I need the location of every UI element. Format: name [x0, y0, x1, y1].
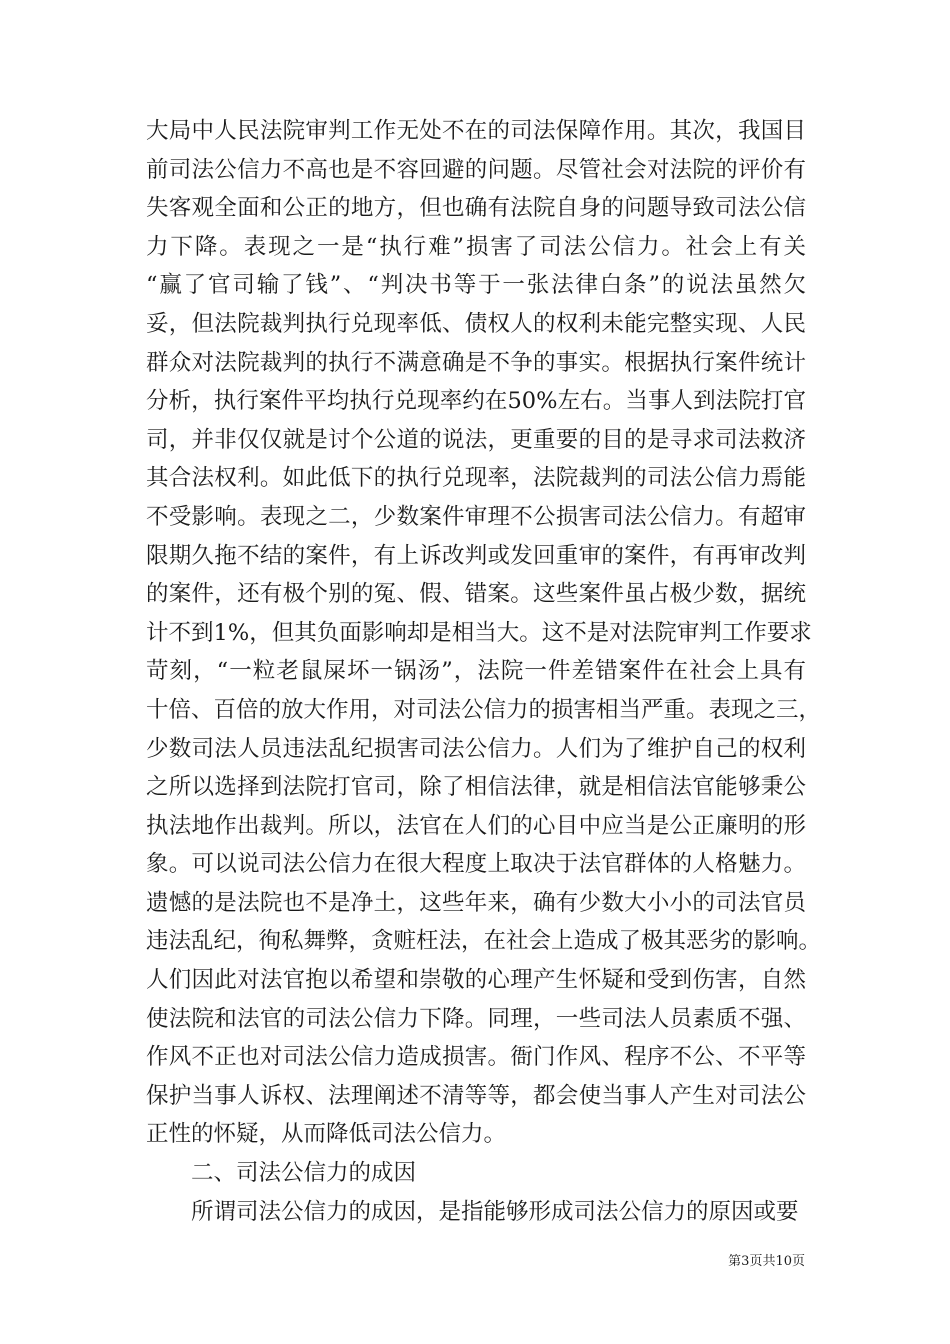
section-heading: 二、司法公信力的成因 — [191, 1160, 417, 1187]
text-line: 违法乱纪，徇私舞弊，贪赃枉法，在社会上造成了极其恶劣的影响。 — [146, 928, 822, 955]
text-line: 执法地作出裁判。所以，法官在人们的心目中应当是公正廉明的形 — [146, 812, 806, 839]
document-body — [146, 112, 822, 1231]
text-line: 使法院和法官的司法公信力下降。同理，一些司法人员素质不强、 — [146, 1005, 806, 1032]
text-line: 保护当事人诉权、法理阐述不清等等，都会使当事人产生对司法公 — [146, 1082, 806, 1109]
text-line: 正性的怀疑，从而降低司法公信力。 — [146, 1121, 507, 1148]
text-line: 人们因此对法官抱以希望和崇敬的心理产生怀疑和受到伤害，自然 — [146, 967, 806, 994]
text-line: 限期久拖不结的案件，有上诉改判或发回重审的案件，有再审改判 — [146, 542, 806, 569]
text-line: 十倍、百倍的放大作用，对司法公信力的损害相当严重。表现之三， — [146, 696, 822, 723]
text-line: 前司法公信力不高也是不容回避的问题。尽管社会对法院的评价有 — [146, 156, 806, 183]
text-line: 群众对法院裁判的执行不满意确是不争的事实。根据执行案件统计 — [146, 349, 806, 376]
text-line: 苛刻，“一粒老鼠屎坏一锅汤”，法院一件差错案件在社会上具有 — [146, 658, 806, 685]
page-indicator: 第3页共10页 — [728, 1254, 805, 1269]
text-line: 不受影响。表现之二，少数案件审理不公损害司法公信力。有超审 — [146, 503, 806, 530]
body-paragraph — [146, 1193, 806, 1232]
text-line: 大局中人民法院审判工作无处不在的司法保障作用。其次，我国目 — [146, 118, 806, 144]
text-line: 力下降。表现之一是“执行难”损害了司法公信力。社会上有关 — [146, 233, 806, 260]
text-line: 遗憾的是法院也不是净土，这些年来，确有少数大小小的司法官员 — [146, 889, 806, 916]
text-line: 象。可以说司法公信力在很大程度上取决于法官群体的人格魅力。 — [146, 851, 806, 878]
text-line: 所谓司法公信力的成因，是指能够形成司法公信力的原因或要 — [191, 1198, 799, 1225]
text-line: “赢了官司输了钱”、“判决书等于一张法律白条”的说法虽然欠 — [146, 272, 806, 299]
text-line: 计不到1%，但其负面影响却是相当大。这不是对法院审判工作要求 — [146, 619, 812, 646]
text-line: 司，并非仅仅就是讨个公道的说法，更重要的目的是寻求司法救济 — [146, 426, 806, 453]
body-paragraph — [146, 112, 822, 1154]
text-line: 其合法权利。如此低下的执行兑现率，法院裁判的司法公信力焉能 — [146, 465, 806, 492]
text-line: 妥，但法院裁判执行兑现率低、债权人的权利未能完整实现、人民 — [146, 310, 806, 337]
text-line: 少数司法人员违法乱纪损害司法公信力。人们为了维护自己的权利 — [146, 735, 806, 762]
text-line: 之所以选择到法院打官司，除了相信法律，就是相信法官能够秉公 — [146, 774, 806, 801]
text-line: 失客观全面和公正的地方，但也确有法院自身的问题导致司法公信 — [146, 195, 806, 222]
text-line: 作风不正也对司法公信力造成损害。衙门作风、程序不公、不平等 — [146, 1044, 806, 1071]
text-line: 的案件，还有极个别的冤、假、错案。这些案件虽占极少数，据统 — [146, 581, 806, 608]
text-line: 分析，执行案件平均执行兑现率约在50%左右。当事人到法院打官 — [146, 388, 806, 415]
